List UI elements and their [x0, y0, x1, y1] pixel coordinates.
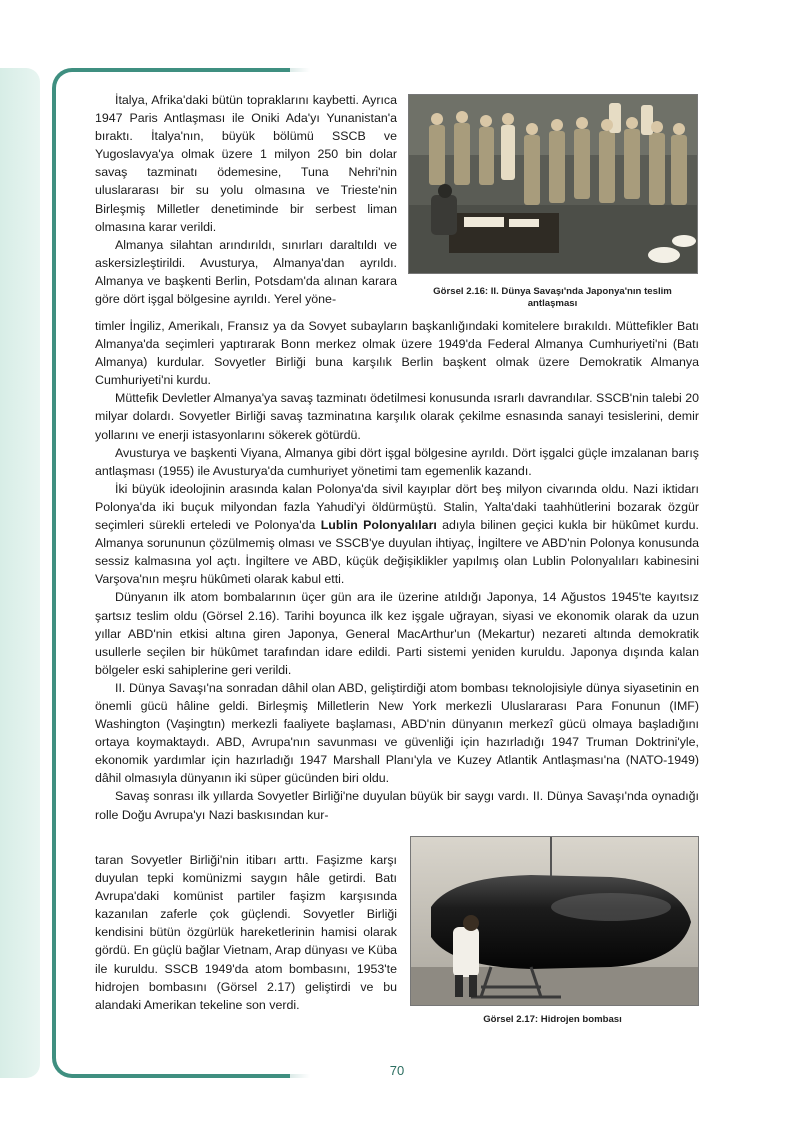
- figure-2-17-caption: Görsel 2.17: Hidrojen bombası: [483, 1014, 622, 1025]
- figure-hydrogen-bomb: [410, 836, 699, 1006]
- paragraph-italy: İtalya, Afrika'daki bütün topraklarını kaybetti. Ayrıca 1947 Paris Antlaşması ile Oniki Ada'yı Yunanistan'a bıraktı. İtalya'nın, büyük bölümü SSCB ve Yugoslavya'ya olmak üzere 1 milyon 250 bin dolar savaş tazminatı ödemesine, Tuna Nehri'nin uluslararası bir su yolu olmasına ve Trieste'nin Birleşmiş Milletler denetiminde bir serbest liman olmasına karar verildi.: [95, 93, 397, 234]
- paragraph-reparations: Müttefik Devletler Almanya'ya savaş tazminatı ödetilmesi konusunda ısrarlı davrandılar. SSCB'nin talebi 20 milyar dolardı. Sovyetler Birliği savaş tazminatına karşılık olarak çekilme esnasında sanayi tesislerini, demir yollarını ve enerji istasyonlarını sökerek götürdü.: [95, 391, 699, 442]
- paragraph-germany-end: timler İngiliz, Amerikalı, Fransız ya da Sovyet subayların başkanlığındaki komitelere bırakıldı. Müttefikler Batı Almanya'da seçimleri yaptırarak Bonn merkez olmak üzere 1949'da Federal Almanya Cumhuriyeti'ni (Batı Almanya) kurdular. Sovyetler Birliği buna karşılık Berlin başkent olmak üzere Demokratik Almanya Cumhuriyeti'ni kurdu.: [95, 319, 699, 388]
- paragraph-germany-start: Almanya silahtan arındırıldı, sınırları daraltıldı ve askersizleştirildi. Avusturya, Almanya'dan ayrıldı. Almanya ve başkenti Berlin, Potsdam'da alınan karara göre dört işgal bölgesine ayrıldı. Yerel yöne-: [95, 237, 397, 307]
- paragraph-austria: Avusturya ve başkenti Viyana, Almanya gibi dört işgal bölgesine ayrıldı. Dört işgalci güçle imzalanan barış antlaşması (1955) ile Avusturya'da cumhuriyet yönetimi tam egemenlik kazandı.: [95, 445, 699, 478]
- hydrogen-bomb-photo: [411, 837, 698, 1005]
- paragraph-poland: İki büyük ideolojinin arasında kalan Polonya'da sivil kayıplar dört beş milyon civarında oldu. Nazi iktidarı Polonya'da iki buçuk milyondan fazla Yahudi'yi öldürmüştü. Stalin, Yalta'daki taahhütlerini bozarak özgür seçimleri sürekli erteledi ve Polonya'da Lublin Polonyalıları adıyla bilinen geçici kukla bir hükûmet kurdu. Almanya sorununun çözülmemiş olması ve SSCB'ye duyulan ihtiyaç, İngiltere ve ABD'nin Polonya konusunda sessiz kalmasına yol açtı. İngiltere ve ABD, küçük değişiklikler yapılmış olan Lublin Polonyalıları kabinesini Varşova'nın meşru hükûmeti olarak kabul etti.: [95, 481, 700, 587]
- paragraph-soviet-start: Savaş sonrası ilk yıllarda Sovyetler Birliği'ne duyulan büyük bir saygı vardı. II. Dünya Savaşı'nda oynadığı rolle Doğu Avrupa'yı Nazi baskısından kur-: [95, 789, 699, 822]
- paragraph-soviet-end: taran Sovyetler Birliği'nin itibarı arttı. Faşizme karşı duyulan tepki komünizmi saygın hâle getirdi. Batı Avrupa'daki komünist partiler faşizm karşısında kazanılan zaferle çok güçlendi. Sovyetler Birliği kendisini bütün özgürlük hareketlerinin hamisi olarak gördü. En güçlü bağlar Vietnam, Arap dünyası ve Küba ile kuruldu. SSCB 1949'da atom bombasını, 1953'te hidrojen bombasını (Görsel 2.17) geliştirdi ve bu alandaki Amerikan tekeline son verdi.: [95, 853, 397, 1012]
- page-number: 70: [389, 1063, 405, 1078]
- frame-bottom-fade: [200, 1074, 310, 1078]
- figure-2-16-caption: Görsel 2.16: II. Dünya Savaşı'nda Japonya'nın teslim antlaşması: [433, 286, 672, 309]
- frame-top-fade: [200, 68, 310, 72]
- figure-japan-surrender: [408, 94, 698, 274]
- text-column-full: [95, 317, 699, 824]
- left-margin-band: [0, 68, 40, 1078]
- text-column-bottom: [95, 851, 397, 1014]
- lublin-bold-term: Lublin Polonyalıları: [320, 518, 437, 533]
- paragraph-usa: II. Dünya Savaşı'na sonradan dâhil olan ABD, geliştirdiği atom bombası teknolojisiyle dünya siyasetinin en önemli gücü hâline geldi. Birleşmiş Milletlerin New York merkezli Uluslararası Para Fonunun (IMF) Washington (Vaşingtın) merkezli faaliyete başlaması, ABD'nin dünyanın merkezî gücü olmaya başladığını ortaya koymaktaydı. ABD, Avrupa'nın savunması ve güvenliği için hazırladığı 1947 Truman Doktrini'yle, ekonomik yardımlar için hazırladığı 1947 Marshall Planı'yla ve Kuzey Atlantik Antlaşması'na (NATO-1949) dâhil olmasıyla dünyanın iki süper gücünden biri oldu.: [95, 680, 699, 786]
- text-column-top: [95, 91, 397, 308]
- paragraph-japan: Dünyanın ilk atom bombalarının üçer gün ara ile üzerine atıldığı Japonya, 14 Ağustos 1945'te kayıtsız şartsız teslim oldu (Görsel 2.16). Tarihi boyunca ilk kez işgale uğrayan, siyasi ve ekonomik olarak da uzun yıllar ABD'nin etkisi altına giren Japonya, General MacArthur'un (Mekartur) nezareti altında demokratik usullerle seçilen bir hükûmet tarafından idare edildi. Parti sistemi yeniden kuruldu. Japonya dışında kalan bölgeler eski sahiplerine geri verildi.: [95, 590, 699, 677]
- japan-surrender-photo: [409, 95, 697, 273]
